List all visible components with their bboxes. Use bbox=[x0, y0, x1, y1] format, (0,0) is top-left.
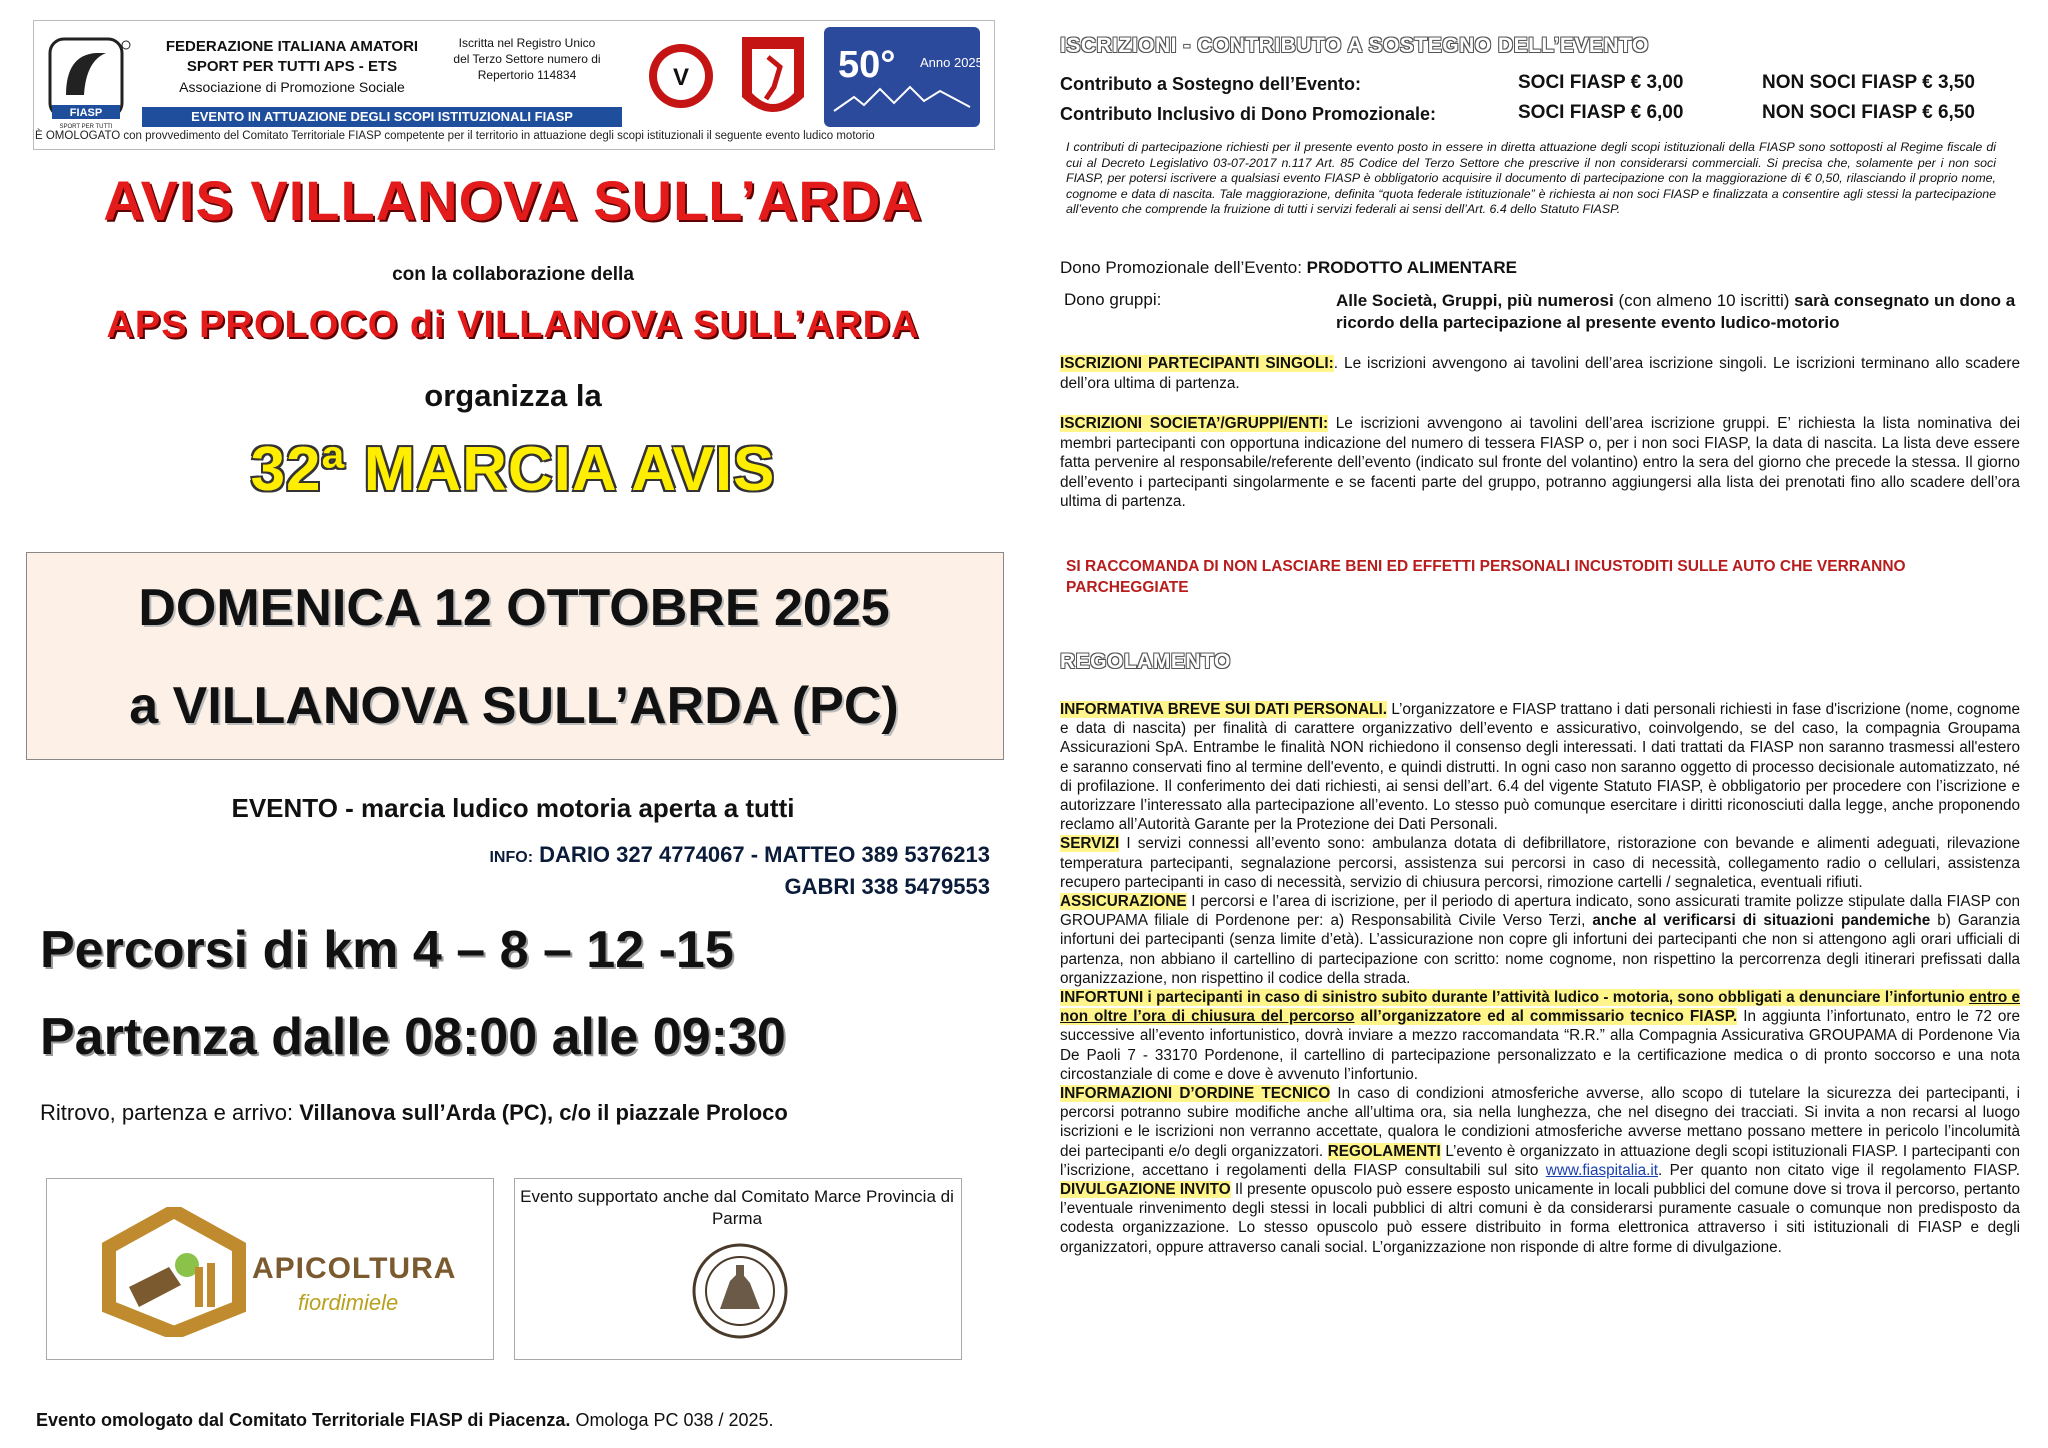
contrib2-soci: SOCI FIASP € 6,00 bbox=[1518, 102, 1684, 123]
fiasp-site-link[interactable]: www.fiaspitalia.it bbox=[1545, 1161, 1658, 1179]
svg-text:50°: 50° bbox=[838, 44, 896, 86]
support-text: Evento supportato anche dal Comitato Marce Provincia di Parma bbox=[520, 1187, 954, 1228]
regolamento-body: INFORMATIVA BREVE SUI DATI PERSONALI. L’organizzatore e FIASP trattano i dati personali richiesti in fase d'iscrizione (nome, cognome e data di nascita) per finalità di carattere organizzativo dell’evento e assicurativo, coinvolgendo, se del caso, la compagnia Groupama Assicurazioni SpA. Entrambe le finalità NON richiedono il consenso degli interessati. I dati trattati da FIASP non saranno trasmessi all'estero e saranno conservati fino al termine dell'evento, e quindi distrutti. In ogni caso non saranno oggetto di processo decisionale automatizzato, né di profilazione. Il conferimento dei dati richiesti, ai sensi dell’art. 6.4 del vigente Statuto FIASP, è obbligatorio per procedere con l’iscrizione e autorizzare l’interessato alla partecipazione all’evento. Lo stesso può comunque esercitare i diritti riconosciuti dalla legge, anche proponendo reclamo all’Autorità Garante per la Protezione dei Dati Personali. SERVIZI I servizi connessi all’evento sono: ambulanza dotata di defibrillatore, ristorazione con bevande e alimenti adeguati, rilevazione temperatura partecipanti, segnalazione percorsi, assistenza sui percorsi in caso di necessità, collegamento radio o cellulari, assistenza recupero partecipanti in caso di necessità, servizio di chiusura percorsi, rimozione cartelli / segnaletica, eventuali rifiuti. ASSICURAZIONE I percorsi e l’area di iscrizione, per il periodo di apertura indicato, sono assicurati tramite polizze stipulate dalla FIASP con GROUPAMA filiale di Pordenone per: a) Responsabilità Civile Verso Terzi, anche al verificarsi di situazioni pandemiche b) Garanzia infortuni dei partecipanti (senza limite d’età). L’assicurazione non copre gli infortuni dei partecipanti che non si attengono agli orari ufficiali di partenza, non abbiano il cartellino di partecipazione con scritto: nome cognome, non rispettino la percorrenza degli itinerari prefissati dalla organizzazione, non rispettino il codice della strada. INFORTUNI i partecipanti in caso di sinistro subito durante l’attività ludico - motoria, sono obbligati a denunciare l’infortunio entro e non oltre l’ora di chiusura del percorso all’organizzatore ed al commissario tecnico FIASP. In aggiunta l’infortunato, entro le 72 ore successive all’evento infortunistico, dovrà inviare a mezzo raccomandata “R.R.” alla Compagnia Assicurativa GROUPAMA di Pordenone Via De Paoli 7 - 33170 Pordenone, il cartellino di partecipazione personalizzato e la certificazione medica o di pronto soccorso e una nota circostanziale di come e dove è avvenuto l’infortunio. INFORMAZIONI D’ORDINE TECNICO In caso di condizioni atmosferiche avverse, allo scopo di tutelare la sicurezza dei partecipanti, i percorsi potranno subire modifiche anche all’ultima ora, sia nella lunghezza, che nel disegno dei tracciati. Si invita a non recarsi al luogo iscrizioni e le iscrizioni non verranno accettate, qualora le condizioni atmosferiche avverse mettano possano mettere in pericolo l’incolumità dei partecipanti e/o degli organizzatori. REGOLAMENTI L’evento è organizzato in attuazione degli scopi istituzionali FIASP. I partecipanti con l’iscrizione, accettano i regolamenti della FIASP consultabili sul sito www.fiaspitalia.it. Per quanto non citato vige il regolamento FIASP. DIVULGAZIONE INVITO Il presente opuscolo può essere esposto unicamente in locali pubblici del comune dove si trova il percorso, pertanto l’eventuale rinvenimento degli stessi in locali pubblici di altri comuni è da considerarsi puramente casuale o comunque non predisposto da codesta organizzazione. Lo stesso opuscolo può essere distribuito in forma elettronica attraverso i siti istituzionali di FIASP e degli organizzatori, oppure attraverso canali social. L’organizzazione non risponde di altre forme di divulgazione. bbox=[1060, 701, 2021, 1256]
omologation-note: È OMOLOGATO con provvedimento del Comitato Territoriale FIASP competente per il territorio in attuazione degli scopi istituzionali il seguente evento ludico motorio bbox=[35, 130, 875, 142]
organizer-title: AVIS VILLANOVA SULL’ARDA bbox=[103, 169, 923, 232]
parma-committee-seal-icon bbox=[690, 1241, 790, 1341]
vvv-badge-icon bbox=[646, 41, 716, 111]
fiasp-piacenza-shield-icon bbox=[738, 27, 808, 131]
gruppi-value: Alle Società, Gruppi, più numerosi (con almeno 10 iscritti) sarà consegnato un dono a ricordo della partecipazione al presente evento ludico-motorio bbox=[1336, 291, 2016, 332]
event-name: 32ª MARCIA AVIS bbox=[250, 435, 776, 504]
collab-intro: con la collaborazione della bbox=[392, 264, 634, 285]
beehive-logo-icon bbox=[99, 1207, 249, 1337]
section-iscrizioni-title: ISCRIZIONI - CONTRIBUTO A SOSTEGNO DELL’EVENTO bbox=[1060, 34, 1649, 57]
routes-text: Percorsi di km 4 – 8 – 12 -15 bbox=[40, 921, 734, 979]
sponsor-subname: fiordimiele bbox=[298, 1290, 399, 1315]
contrib2-nonsoci: NON SOCI FIASP € 6,50 bbox=[1762, 102, 1975, 123]
iscrizioni-singoli: ISCRIZIONI PARTECIPANTI SINGOLI:. Le iscrizioni avvengono ai tavolini dell’area iscrizione singoli. Le iscrizioni terminano allo scadere dell’ora ultima di partenza. bbox=[1060, 355, 2020, 392]
info-contacts: INFO: DARIO 327 4774067 - MATTEO 389 5376213 bbox=[489, 842, 990, 867]
svg-text:FIASP: FIASP bbox=[69, 107, 103, 119]
contrib-note: I contributi di partecipazione richiesti per il presente evento posto in essere in diretta attuazione degli scopi istituzionali della FIASP sono sottoposti al Regime fiscale di cui al Decreto Legislativo 03-07-2017 n.117 Art. 85 Codice del Terzo Settore che prescrive il non considerarsi commerciali. Si precisa che, solamente per i non soci FIASP, per potersi iscrivere a qualsiasi evento FIASP è obbligatorio acquisire il documento di partecipazione con la maggiorazione di € 0,50, rilasciando il proprio nome, cognome e data di nascita. Tale maggiorazione, definita “quota federale istituzionale” è richiesta ai non soci FIASP e finalizzata a consentire agli stessi la partecipazione all’evento che comprende la fruizione di tutti i servizi federali ai sensi dell’Art. 6.4 dello Statuto FIASP. bbox=[1066, 140, 1996, 216]
svg-text:SPORT PER TUTTI: SPORT PER TUTTI bbox=[59, 124, 113, 130]
event-location: a VILLANOVA SULL’ARDA (PC) bbox=[129, 677, 899, 735]
institutional-bar: EVENTO IN ATTUAZIONE DEGLI SCOPI ISTITUZIONALI FIASP bbox=[142, 107, 622, 127]
federation-name: FEDERAZIONE ITALIANA AMATORI SPORT PER TUTTI APS - ETS Associazione di Promozione Sociale bbox=[165, 38, 419, 95]
meeting-point: Ritrovo, partenza e arrivo: Villanova sull’Arda (PC), c/o il piazzale Proloco bbox=[40, 1100, 788, 1125]
gruppi-label: Dono gruppi: bbox=[1064, 290, 1162, 309]
footer-omologation: Evento omologato dal Comitato Territoriale FIASP di Piacenza. Omologa PC 038 / 2025. bbox=[36, 1410, 774, 1430]
warning-text: SI RACCOMANDA DI NON LASCIARE BENI ED EFFETTI PERSONALI INCUSTODITI SULLE AUTO CHE VERRANNO PARCHEGGIATE bbox=[1066, 558, 1906, 596]
contrib1-label: Contributo a Sostegno dell’Evento: bbox=[1060, 74, 1361, 94]
registry-text: Iscritta nel Registro Unico del Terzo Settore numero di Repertorio 114834 bbox=[453, 36, 601, 82]
iscrizioni-gruppi: ISCRIZIONI SOCIETA’/GRUPPI/ENTI: Le iscrizioni avvengono ai tavolini dell’area iscrizione gruppi. E’ richiesta la lista nominativa dei membri partecipanti con opportuna indicazione del numero di tessera FIASP o, per i non soci FIASP, la data di nascita. La lista deve essere fatta pervenire al responsabile/referente dell’evento (indicato sul fronte del volantino) entro la sera del giorno che precede la stessa. Il giorno dell’evento i partecipanti singolarmente e se facenti parte del gruppo, potranno aggiungersi alla lista dei prenotati fino allo scadere dell’ora ultima di partenza. bbox=[1060, 415, 2020, 510]
fiasp-logo bbox=[46, 35, 136, 131]
section-regolamento-title: REGOLAMENTO bbox=[1060, 650, 1231, 673]
50-anniversary-logo bbox=[824, 27, 980, 127]
dono-line: Dono Promozionale dell’Evento: PRODOTTO ALIMENTARE bbox=[1060, 258, 1517, 277]
svg-text:V: V bbox=[672, 64, 690, 91]
info-contacts-2: GABRI 338 5479553 bbox=[784, 874, 990, 899]
svg-text:Anno 2025: Anno 2025 bbox=[920, 55, 980, 70]
event-type: EVENTO - marcia ludico motoria aperta a tutti bbox=[231, 793, 795, 823]
contrib2-label: Contributo Inclusivo di Dono Promozionale: bbox=[1060, 104, 1436, 124]
collaborator-title: APS PROLOCO di VILLANOVA SULL’ARDA bbox=[106, 304, 920, 346]
contrib1-soci: SOCI FIASP € 3,00 bbox=[1518, 72, 1684, 93]
event-date: DOMENICA 12 OTTOBRE 2025 bbox=[138, 579, 890, 637]
contrib1-nonsoci: NON SOCI FIASP € 3,50 bbox=[1762, 72, 1975, 93]
sponsor-name: APICOLTURA bbox=[252, 1252, 457, 1285]
start-time-text: Partenza dalle 08:00 alle 09:30 bbox=[40, 1008, 786, 1066]
organizes-text: organizza la bbox=[424, 378, 602, 413]
